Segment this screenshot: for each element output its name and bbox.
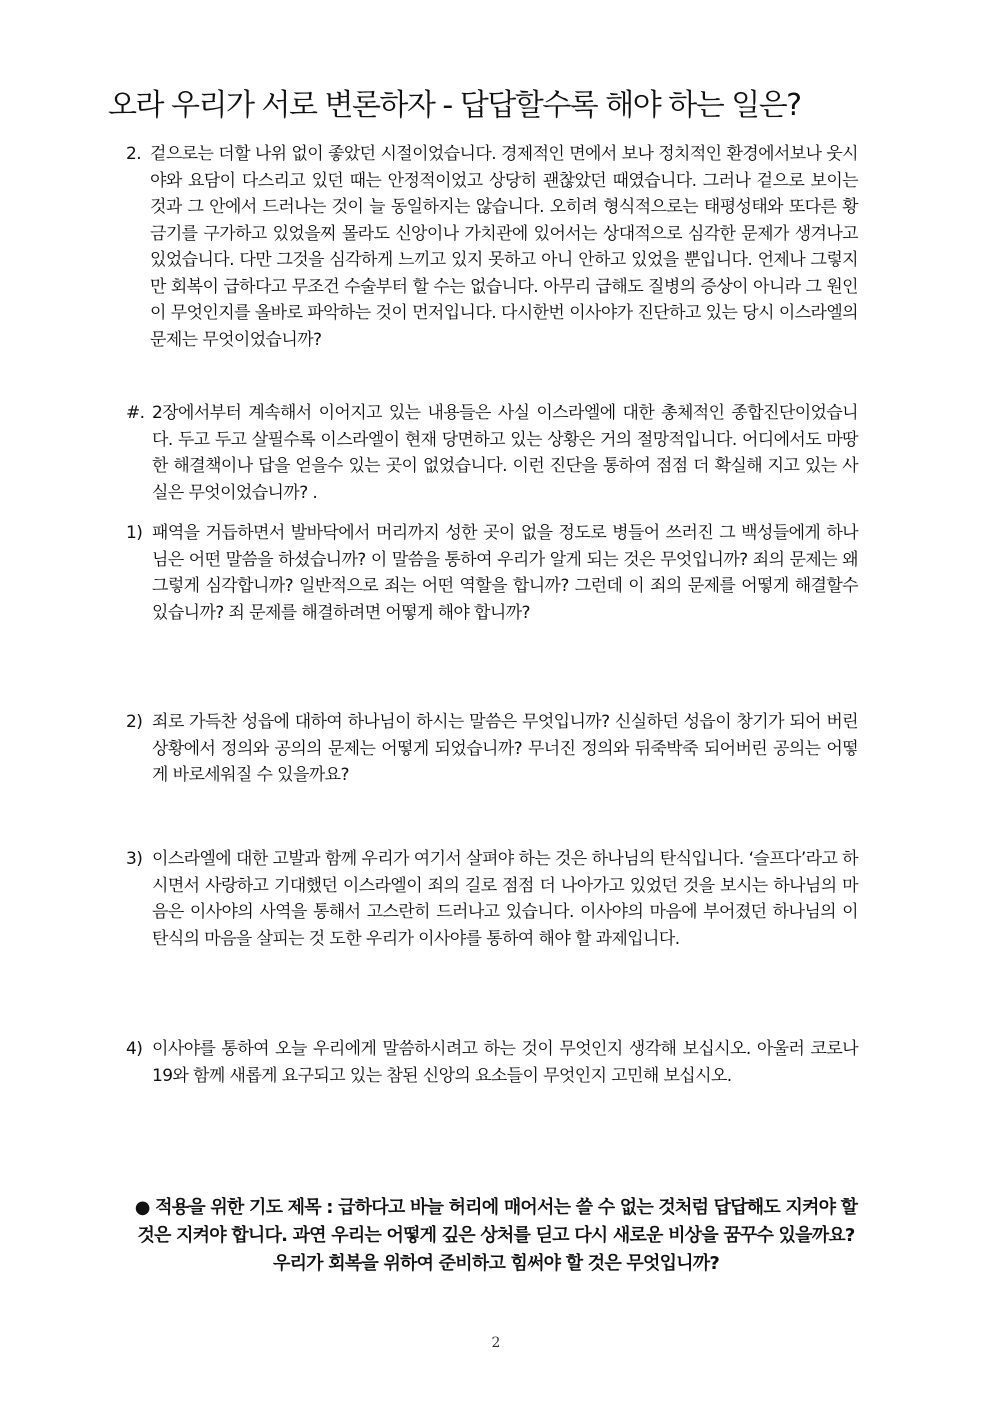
question-text: 패역을 거듭하면서 발바닥에서 머리까지 성한 곳이 없을 정도로 병들어 쓰러진 그 백성들에게 하나님은 어떤 말씀을 하셨습니까? 이 말씀을 통하여 우리가 알게 되는 것은 무엇입니까? 죄의 문제는 왜 그렇게 심각합니까? 일반적으로 죄는 어떤 역할을 합니까? 그런데 이 죄의 문제를 어떻게 해결할수 있습니까? 죄 문제를 해결하려면 어떻게 해야 합니까? — [152, 523, 858, 623]
question-2 — [126, 709, 858, 789]
question-text: 이스라엘에 대한 고발과 함께 우리가 여기서 살펴야 하는 것은 하나님의 탄식입니다. ‘슬프다’라고 하시면서 사랑하고 기대했던 이스라엘이 죄의 길로 점점 더 나아가고 있었던 것을 보시는 하나님의 마음은 이사야의 사역을 통해서 고스란히 드러나고 있습니다. 이사야의 마음에 부어졌던 하나님의 이 탄식의 마음을 살피는 것 도한 우리가 이사야를 통하여 해야 할 과제입니다. — [152, 849, 858, 949]
question-text: 이사야를 통하여 오늘 우리에게 말씀하시려고 하는 것이 무엇인지 생각해 보십시오. 아울러 코로나19와 함께 새롭게 요구되고 있는 참된 신앙의 요소들이 무엇인지 고민해 보십시오. — [152, 1039, 858, 1086]
question-3 — [126, 846, 858, 952]
question-marker: 4) — [126, 1039, 143, 1059]
question-text: 죄로 가득찬 성읍에 대하여 하나님이 하시는 말씀은 무엇입니까? 신실하던 성읍이 창기가 되어 버린 상황에서 정의와 공의의 문제는 어떻게 되었습니까? 무너진 정의와 뒤죽박죽 되어버린 공의는 어떻게 바로세워질 수 있을까요? — [152, 712, 858, 785]
question-marker: 3) — [126, 849, 143, 869]
paragraph-2 — [126, 141, 858, 353]
bullet-icon: ● — [134, 1197, 150, 1218]
prayer-text: 적용을 위한 기도 제목 : 급하다고 바늘 허리에 매어서는 쓸 수 없는 것처럼 답답해도 지켜야 할 것은 지켜야 합니다. 과연 우리는 어떻게 깊은 상처를 딛고 다시 새로운 비상을 꿈꾸수 있을까요? 우리가 회복을 위하여 준비하고 힘써야 할 것은 무엇입니까? — [137, 1197, 858, 1274]
question-4 — [126, 1036, 858, 1089]
paragraph-text: 겉으로는 더할 나위 없이 좋았던 시절이었습니다. 경제적인 면에서 보나 정치적인 환경에서보나 웃시야와 요담이 다스리고 있던 때는 안정적이었고 상당히 괜찮았던 때였습니다. 그러나 겉으로 보이는 것과 그 안에서 드러나는 것이 늘 동일하지는 않습니다. 오히려 형식적으로는 태평성태와 또다른 황금기를 구가하고 있었을찌 몰라도 신앙이나 가치관에 있어서는 상대적으로 심각한 문제가 생겨나고 있었습니다. 다만 그것을 심각하게 느끼고 있지 못하고 아니 안하고 있었을 뿐입니다. 언제나 그렇지만 회복이 급하다고 무조건 수술부터 할 수는 없습니다. 아무리 급해도 질병의 증상이 아니라 그 원인이 무엇인지를 올바로 파악하는 것이 먼저입니다. 다시한번 이사야가 진단하고 있는 당시 이스라엘의 문제는 무엇이었습니까? — [150, 144, 858, 350]
prayer-topic — [130, 1194, 862, 1278]
page-number: 2 — [491, 1335, 501, 1351]
question-marker: 2) — [126, 712, 143, 732]
question-1 — [126, 520, 858, 626]
page-title: 오라 우리가 서로 변론하자 - 답답할수록 해야 하는 일은? — [108, 88, 801, 123]
paragraph-text: 2장에서부터 계속해서 이어지고 있는 내용들은 사실 이스라엘에 대한 총체적인 종합진단이었습니다. 두고 두고 살필수록 이스라엘이 현재 당면하고 있는 상황은 거의 절망적입니다. 어디에서도 마땅한 해결책이나 답을 얻을수 있는 곳이 없었습니다. 이런 진단을 통하여 점점 더 확실해 지고 있는 사실은 무엇이었습니까? . — [152, 403, 858, 503]
paragraph-summary — [126, 400, 858, 506]
question-marker: 1) — [126, 523, 143, 543]
paragraph-marker: 2. — [126, 144, 142, 164]
paragraph-marker: #. — [126, 403, 145, 423]
